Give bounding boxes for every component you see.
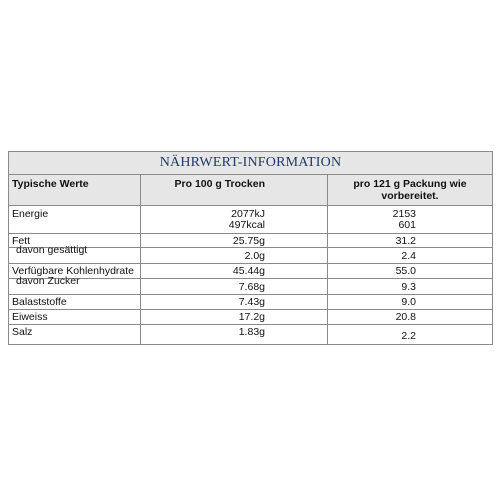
cell-v2-zucker: [328, 279, 492, 294]
value-energie-pack-kj: 2153: [392, 208, 416, 220]
label-energie: Energie: [12, 208, 49, 220]
label-eiweiss: Eiweiss: [12, 311, 48, 323]
table-title-row: [9, 152, 492, 175]
cell-v1-zucker: [141, 279, 328, 294]
cell-label-gesaettigt: [9, 244, 141, 263]
value-fett: 25.75g: [232, 235, 265, 247]
table-row-kohlenhydrate: [9, 264, 492, 279]
value-kohlenhydrate-pack: 55.0: [395, 265, 416, 277]
cell-v2-energie: [328, 206, 492, 233]
cell-v1-salz: [141, 325, 328, 344]
cell-v1-gesaettigt: [141, 248, 328, 263]
header-per-100g: Pro 100 g Trocken: [174, 178, 265, 190]
label-ballaststoffe: Balaststoffe: [12, 296, 67, 308]
table-row-energie: [9, 206, 492, 234]
table-row-ballaststoffe: [9, 295, 492, 310]
value-kohlenhydrate: 45.44g: [232, 265, 265, 277]
value-energie-pack-kcal: 601: [398, 219, 416, 231]
value-zucker-pack: 9.3: [401, 281, 416, 293]
value-ballaststoffe: 7.43g: [238, 296, 265, 308]
value-gesaettigt-pack: 2.4: [401, 250, 416, 262]
value-eiweiss: 17.2g: [238, 311, 265, 323]
cell-v1-ballaststoffe: [141, 295, 328, 309]
table-row-salz: [9, 325, 492, 344]
nutrition-table: [8, 151, 493, 345]
cell-label-ballaststoffe: [9, 295, 141, 309]
table-row-gesaettigt: [9, 244, 492, 264]
value-salz-pack: 2.2: [401, 330, 416, 342]
cell-v2-ballaststoffe: [328, 295, 492, 309]
table-row-eiweiss: [9, 310, 492, 325]
cell-v1-fett: [141, 234, 328, 247]
cell-v2-eiweiss: [328, 310, 492, 324]
value-ballaststoffe-pack: 9.0: [401, 296, 416, 308]
header-cell-per-pack: [328, 175, 492, 205]
cell-label-eiweiss: [9, 310, 141, 324]
label-zucker: davon Zucker: [16, 275, 80, 287]
value-energie-kj: 2077kJ: [231, 208, 265, 220]
table-header-row: [9, 175, 492, 206]
label-kohlenhydrate: Verfügbare Kohlenhydrate: [12, 265, 135, 277]
cell-v1-eiweiss: [141, 310, 328, 324]
value-gesaettigt: 2.0g: [244, 250, 265, 262]
cell-v2-salz: [328, 325, 492, 344]
value-fett-pack: 31.2: [395, 235, 416, 247]
header-cell-typical: [9, 175, 141, 205]
value-salz: 1.83g: [238, 326, 265, 338]
cell-v1-energie: [141, 206, 328, 233]
value-zucker: 7.68g: [238, 281, 265, 293]
cell-label-energie: [9, 206, 141, 233]
header-per-pack-line1: pro 121 g Packung wie: [353, 178, 467, 190]
cell-v1-kohlenhydrate: [141, 264, 328, 278]
table-title: NÄHRWERT-INFORMATION: [159, 155, 342, 170]
value-energie-kcal: 497kcal: [228, 219, 265, 231]
cell-v2-fett: [328, 234, 492, 247]
table-row-zucker: [9, 275, 492, 295]
cell-label-salz: [9, 325, 141, 344]
value-eiweiss-pack: 20.8: [395, 311, 416, 323]
header-cell-per-100g: [141, 175, 328, 205]
header-typical-values: Typische Werte: [12, 178, 89, 190]
label-salz: Salz: [12, 326, 33, 338]
label-gesaettigt: davon gesättigt: [16, 244, 88, 256]
cell-v2-gesaettigt: [328, 248, 492, 263]
label-fett: Fett: [12, 235, 31, 247]
header-per-pack-line2: vorbereitet.: [381, 190, 439, 202]
cell-label-zucker: [9, 275, 141, 294]
cell-v2-kohlenhydrate: [328, 264, 492, 278]
